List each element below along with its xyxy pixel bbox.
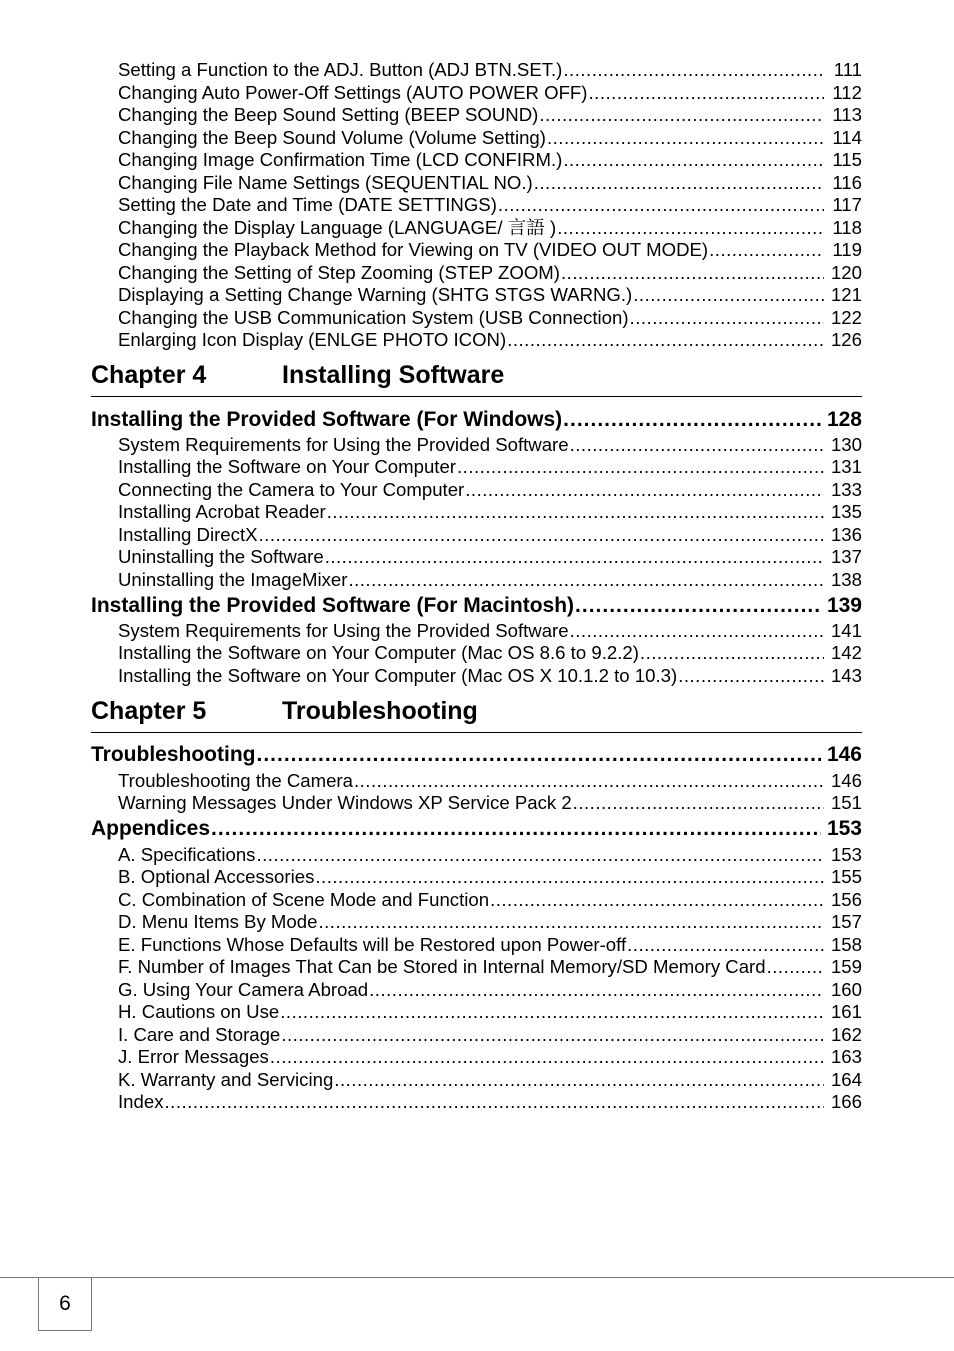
toc-entry[interactable] (118, 456, 862, 478)
toc-section-entry[interactable] (91, 407, 862, 433)
toc-entry-page: 164 (830, 1069, 862, 1090)
dot-leader (678, 665, 824, 687)
dot-leader (561, 262, 824, 284)
dot-leader (327, 501, 824, 523)
toc-entry[interactable] (118, 1046, 862, 1068)
dot-leader (165, 1091, 825, 1113)
dot-leader (256, 844, 824, 866)
toc-entry-title: Enlarging Icon Display (ENLGE PHOTO ICON) (118, 329, 507, 350)
toc-entry[interactable] (118, 569, 862, 591)
toc-entry-page: 113 (832, 104, 862, 125)
toc-entry-title: Appendices (91, 817, 211, 840)
dot-leader (633, 284, 824, 306)
toc-entry-page: 153 (826, 817, 862, 840)
toc-entry-title: Installing the Provided Software (For Windows) (91, 408, 563, 431)
toc-entry-page: 143 (830, 665, 862, 686)
toc-entry-page: 160 (830, 979, 862, 1000)
toc-entry[interactable] (118, 844, 862, 866)
toc-entry[interactable] (118, 866, 862, 888)
toc-entry-title: C. Combination of Scene Mode and Function (118, 889, 490, 910)
toc-entry-page: 119 (832, 239, 862, 260)
toc-entry-title: System Requirements for Using the Provided Software (118, 620, 569, 641)
toc-entry-page: 137 (830, 546, 862, 567)
toc-entry[interactable] (118, 104, 862, 126)
toc-section-entry[interactable] (91, 742, 862, 768)
toc-entry[interactable] (118, 59, 862, 81)
toc-entry[interactable] (118, 501, 862, 523)
toc-entry[interactable] (118, 1001, 862, 1023)
toc-entry-title: B. Optional Accessories (118, 866, 315, 887)
chapter-title: Troubleshooting (282, 697, 478, 725)
toc-entry-title: E. Functions Whose Defaults will be Restored upon Power-off (118, 934, 627, 955)
toc-entry-title: Changing the Playback Method for Viewing on TV (VIDEO OUT MODE) (118, 239, 709, 260)
toc-entry-title: Changing Auto Power-Off Settings (AUTO POWER OFF) (118, 82, 588, 103)
chapter-heading (91, 696, 862, 733)
toc-entry-title: Uninstalling the ImageMixer (118, 569, 348, 590)
toc-entry-page: 156 (830, 889, 862, 910)
toc-entry-title: Setting a Function to the ADJ. Button (ADJ BTN.SET.) (118, 59, 563, 80)
toc-entry[interactable] (118, 1069, 862, 1091)
toc-entry-page: 130 (830, 434, 862, 455)
dot-leader (709, 239, 824, 261)
toc-entry[interactable] (118, 479, 862, 501)
dot-leader (627, 934, 824, 956)
dot-leader (498, 194, 824, 216)
toc-entry-page: 142 (830, 642, 862, 663)
dot-leader (563, 59, 824, 81)
toc-entry[interactable] (118, 889, 862, 911)
toc-entry-title: Uninstalling the Software (118, 546, 324, 567)
toc-entry-page: 151 (830, 792, 862, 813)
toc-entry[interactable] (118, 194, 862, 216)
dot-leader (630, 307, 824, 329)
toc-entry-page: 121 (830, 284, 862, 305)
toc-entry-title: Troubleshooting the Camera (118, 770, 353, 791)
footer-rule (0, 1277, 954, 1278)
dot-leader (570, 434, 824, 456)
dot-leader (318, 911, 824, 933)
toc-entry-page: 112 (832, 82, 862, 103)
toc-entry[interactable] (118, 1091, 862, 1113)
toc-entry-title: D. Menu Items By Mode (118, 911, 318, 932)
toc-entry-title: Changing Image Confirmation Time (LCD CONFIRM.) (118, 149, 563, 170)
toc-entry-page: 153 (830, 844, 862, 865)
toc-entry[interactable] (118, 82, 862, 104)
toc-entry[interactable] (118, 329, 862, 351)
toc-entry-title: System Requirements for Using the Provided Software (118, 434, 569, 455)
toc-entry-page: 117 (832, 194, 862, 215)
toc-entry-page: 122 (830, 307, 862, 328)
dot-leader (280, 1001, 824, 1023)
toc-entry[interactable] (118, 172, 862, 194)
toc-entry[interactable] (118, 911, 862, 933)
chapter-number: Chapter 4 (91, 361, 207, 389)
dot-leader (369, 979, 824, 1001)
toc-entry-title: Troubleshooting (91, 743, 256, 766)
toc-entry-title: Index (118, 1091, 164, 1112)
dot-leader (557, 217, 824, 239)
dot-leader (354, 770, 824, 792)
toc-entry-title: G. Using Your Camera Abroad (118, 979, 369, 1000)
toc-entry-title: J. Error Messages (118, 1046, 269, 1067)
toc-entry-page: 159 (830, 956, 862, 977)
toc-entry-title: Changing the Beep Sound Setting (BEEP SOUND) (118, 104, 539, 125)
toc-entry-title: Connecting the Camera to Your Computer (118, 479, 465, 500)
toc-entry-page: 118 (832, 217, 862, 238)
toc-entry-page: 141 (830, 620, 862, 641)
toc-entry-page: 133 (830, 479, 862, 500)
dot-leader (640, 642, 824, 664)
toc-entry-page: 162 (830, 1024, 862, 1045)
toc-entry-title: Changing the Display Language (LANGUAGE/ 言語 ) (118, 217, 557, 238)
dot-leader (270, 1046, 824, 1068)
toc-entry-title: Changing File Name Settings (SEQUENTIAL NO.) (118, 172, 533, 193)
toc-entry[interactable] (118, 127, 862, 149)
toc-entry-page: 128 (826, 408, 862, 431)
dot-leader (465, 479, 824, 501)
toc-entry-title: Installing the Software on Your Computer (Mac OS 8.6 to 9.2.2) (118, 642, 639, 663)
toc-entry-page: 126 (830, 329, 862, 350)
toc-entry-page: 146 (826, 743, 862, 766)
toc-entry[interactable] (118, 239, 862, 261)
toc-entry-page: 139 (826, 594, 862, 617)
toc-entry[interactable] (118, 934, 862, 956)
toc-entry[interactable] (118, 524, 862, 546)
dot-leader (539, 104, 824, 126)
toc-entry-title: I. Care and Storage (118, 1024, 281, 1045)
toc-entry-page: 158 (830, 934, 862, 955)
dot-leader (256, 742, 820, 768)
toc-entry[interactable] (118, 665, 862, 687)
toc-entry-title: Installing Acrobat Reader (118, 501, 326, 522)
toc-entry-title: Installing the Software on Your Computer (118, 456, 456, 477)
dot-leader (457, 456, 824, 478)
dot-leader (281, 1024, 824, 1046)
toc-entry-title: A. Specifications (118, 844, 256, 865)
toc-entry-title: Changing the Beep Sound Volume (Volume Setting) (118, 127, 546, 148)
toc-entry[interactable] (118, 307, 862, 329)
toc-entry-title: K. Warranty and Servicing (118, 1069, 334, 1090)
toc-section-entry[interactable] (91, 593, 862, 619)
dot-leader (563, 149, 824, 171)
toc-entry[interactable] (118, 770, 862, 792)
dot-leader (563, 407, 821, 433)
dot-leader (490, 889, 824, 911)
toc-entry-page: 138 (830, 569, 862, 590)
dot-leader (534, 172, 824, 194)
toc-entry-page: 131 (830, 456, 862, 477)
dot-leader (575, 593, 821, 619)
dot-leader (211, 816, 821, 842)
chapter-title: Installing Software (282, 361, 505, 389)
dot-leader (315, 866, 824, 888)
toc-entry-page: 135 (830, 501, 862, 522)
toc-entry[interactable] (118, 620, 862, 642)
dot-leader (348, 569, 824, 591)
dot-leader (547, 127, 824, 149)
toc-entry-title: Installing DirectX (118, 524, 258, 545)
toc-entry[interactable] (118, 979, 862, 1001)
dot-leader (573, 792, 824, 814)
toc-entry-page: 114 (832, 127, 862, 148)
dot-leader (334, 1069, 824, 1091)
toc-entry-page: 146 (830, 770, 862, 791)
toc-entry-page: 115 (832, 149, 862, 170)
toc-entry-title: Setting the Date and Time (DATE SETTINGS) (118, 194, 497, 215)
toc-entry[interactable] (118, 262, 862, 284)
toc-entry[interactable] (118, 546, 862, 568)
toc-entry-title: H. Cautions on Use (118, 1001, 280, 1022)
toc-entry-page: 163 (830, 1046, 862, 1067)
toc-entry-title: Warning Messages Under Windows XP Service Pack 2 (118, 792, 572, 813)
dot-leader (588, 82, 824, 104)
toc-section-entry[interactable] (91, 816, 862, 842)
toc-entry-title: Changing the Setting of Step Zooming (STEP ZOOM) (118, 262, 560, 283)
toc-entry-page: 161 (830, 1001, 862, 1022)
toc-entry[interactable] (118, 642, 862, 664)
toc-entry-title: Installing the Software on Your Computer (Mac OS X 10.1.2 to 10.3) (118, 665, 678, 686)
toc-entry-page: 120 (830, 262, 862, 283)
toc-entry-title: F. Number of Images That Can be Stored in Internal Memory/SD Memory Card (118, 956, 766, 977)
toc-entry-page: 116 (832, 172, 862, 193)
toc-entry[interactable] (118, 434, 862, 456)
dot-leader (259, 524, 824, 546)
toc-entry[interactable] (118, 217, 862, 239)
dot-leader (507, 329, 824, 351)
toc-entry[interactable] (118, 284, 862, 306)
toc-entry-page: 157 (830, 911, 862, 932)
toc-entry-title: Changing the USB Communication System (USB Connection) (118, 307, 629, 328)
toc-entry-page: 136 (830, 524, 862, 545)
toc-entry-title: Installing the Provided Software (For Macintosh) (91, 594, 575, 617)
toc-entry-page: 155 (830, 866, 862, 887)
toc-entry-page: 166 (830, 1091, 862, 1112)
toc-entry[interactable] (118, 792, 862, 814)
toc-entry-title: Displaying a Setting Change Warning (SHTG STGS WARNG.) (118, 284, 633, 305)
dot-leader (767, 956, 824, 978)
toc-entry[interactable] (118, 149, 862, 171)
page-number: 6 (38, 1277, 92, 1331)
toc-entry-page: 111 (833, 59, 862, 80)
toc-entry[interactable] (118, 1024, 862, 1046)
dot-leader (325, 546, 824, 568)
dot-leader (570, 620, 824, 642)
toc-entry[interactable] (118, 956, 862, 978)
chapter-number: Chapter 5 (91, 697, 207, 725)
chapter-heading (91, 360, 862, 397)
